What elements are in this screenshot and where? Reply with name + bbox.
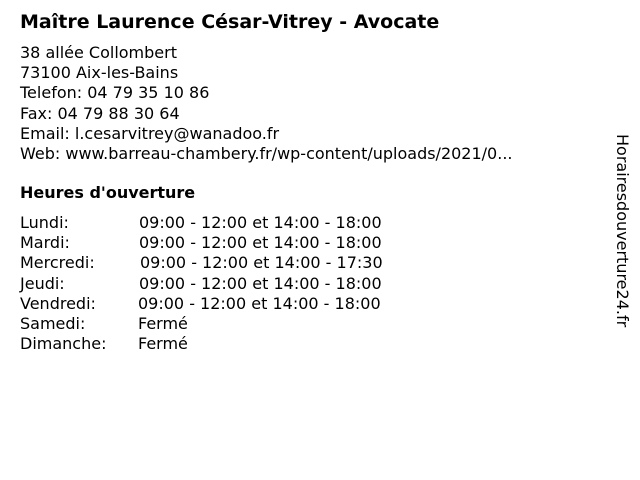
web-line: Web: www.barreau-chambery.fr/wp-content/uploads/2021/0... bbox=[20, 143, 513, 163]
day-label: Mercredi: bbox=[20, 253, 95, 273]
contact-block bbox=[20, 43, 513, 164]
day-hours: Fermé bbox=[138, 313, 188, 333]
day-label: Samedi: bbox=[20, 313, 86, 333]
city-line: 73100 Aix-les-Bains bbox=[20, 63, 179, 83]
business-name: Maître Laurence César-Vitrey - Avocate bbox=[20, 11, 440, 33]
day-hours: 09:00 - 12:00 et 14:00 - 18:00 bbox=[138, 293, 381, 313]
day-label: Dimanche: bbox=[20, 334, 107, 354]
day-label: Jeudi: bbox=[20, 273, 65, 293]
day-hours: 09:00 - 12:00 et 14:00 - 17:30 bbox=[140, 253, 383, 273]
day-label: Mardi: bbox=[20, 233, 70, 253]
fax-line: Fax: 04 79 88 30 64 bbox=[20, 103, 180, 123]
day-label: Lundi: bbox=[20, 213, 69, 232]
street-address: 38 allée Collombert bbox=[20, 43, 177, 62]
day-hours: Fermé bbox=[138, 334, 188, 354]
day-hours: 09:00 - 12:00 et 14:00 - 18:00 bbox=[139, 213, 382, 232]
day-hours: 09:00 - 12:00 et 14:00 - 18:00 bbox=[139, 233, 382, 253]
day-hours: 09:00 - 12:00 et 14:00 - 18:00 bbox=[139, 273, 382, 293]
email-line: Email: l.cesarvitrey@wanadoo.fr bbox=[20, 123, 280, 143]
phone-line: Telefon: 04 79 35 10 86 bbox=[20, 83, 210, 103]
day-label: Vendredi: bbox=[20, 293, 96, 313]
hours-heading: Heures d'ouverture bbox=[20, 183, 196, 202]
site-watermark: Horairesdouverture24.fr bbox=[613, 134, 632, 328]
